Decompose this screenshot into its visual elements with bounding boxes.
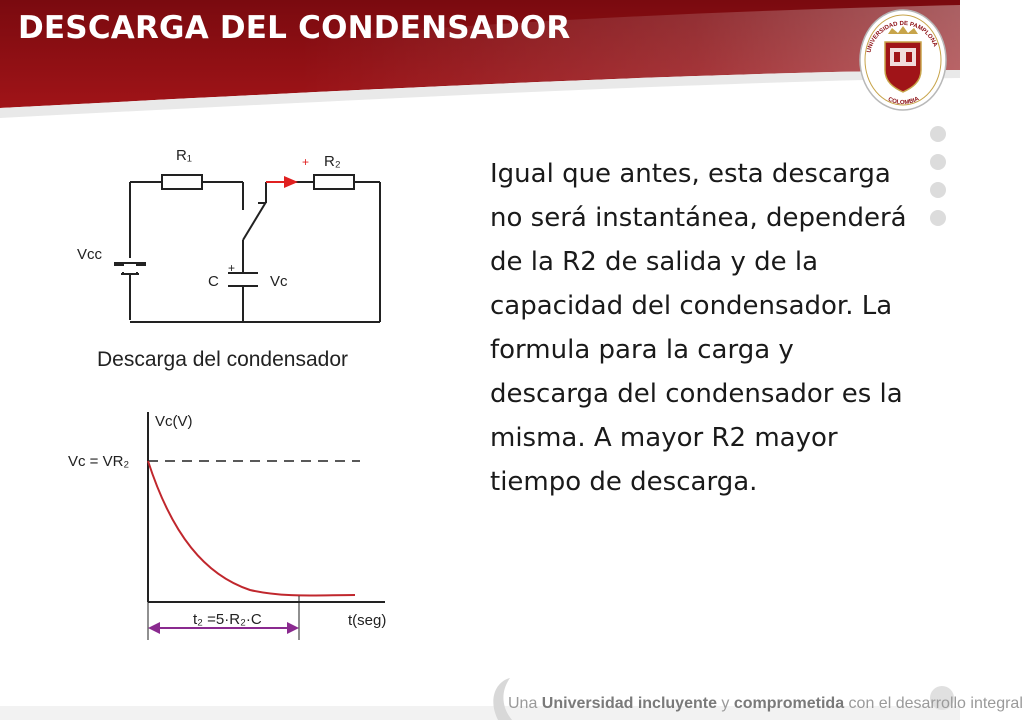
- decorative-dots: [930, 126, 946, 238]
- discharge-curve-graph: [60, 400, 420, 650]
- discharge-curve: [148, 461, 355, 596]
- footer-text-pre: Una: [508, 695, 542, 712]
- vc-level-label: Vc = VR₂: [68, 453, 130, 470]
- footer-text-post: con el desarrollo integral: [844, 695, 1023, 712]
- footer-slogan: [508, 695, 1023, 713]
- arrow-right-icon: [287, 622, 299, 634]
- vcc-label: Vcc: [77, 246, 103, 263]
- arrow-left-icon: [148, 622, 160, 634]
- logo-ring-top: UNIVERSIDAD DE PAMPLONA: [866, 20, 938, 54]
- body-text: Igual que antes, esta descarga no será instantánea, dependerá de la R2 de salida y de la capacidad del condensador. La formula para la carga y descarga del condensador es la misma. A mayor R2 mayor tiempo de descarga.: [490, 159, 907, 497]
- r2-label: R₂: [324, 153, 341, 170]
- capacitor-plus-label: +: [228, 261, 236, 275]
- university-seal-logo: [858, 8, 948, 116]
- footer-text-mid: y: [716, 695, 734, 712]
- slide-title: DESCARGA DEL CONDENSADOR: [18, 10, 571, 46]
- r2-plus-label: +: [302, 155, 310, 169]
- x-axis-label: t(seg): [348, 612, 387, 629]
- r1-label: R₁: [176, 147, 192, 164]
- discharge-circuit-diagram: [70, 140, 410, 380]
- current-arrow-icon: [284, 176, 298, 188]
- logo-ring-bottom: COLOMBIA: [886, 96, 921, 107]
- y-axis-label: Vc(V): [155, 413, 193, 430]
- vc-label: Vc: [270, 273, 288, 290]
- footer-text-strong2: comprometida: [733, 695, 845, 712]
- circuit-caption: Descarga del condensador: [97, 348, 348, 371]
- t2-formula-label: t₂ =5·R₂·C: [193, 611, 262, 628]
- footer-text-strong1: Universidad incluyente: [541, 695, 717, 712]
- capacitor-label: C: [208, 273, 219, 290]
